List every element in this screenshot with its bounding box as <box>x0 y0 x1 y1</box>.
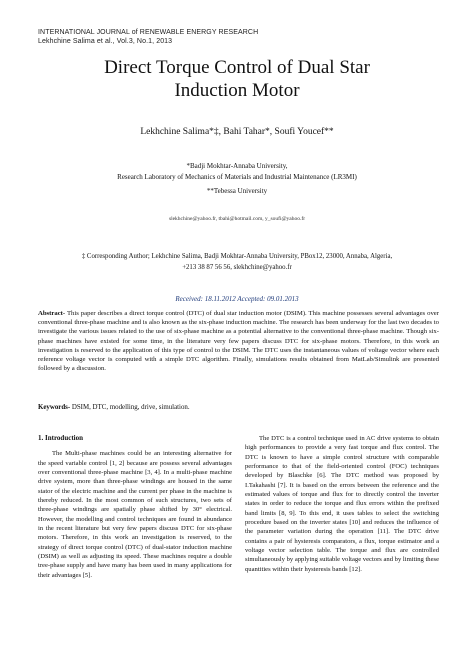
keywords <box>38 404 439 411</box>
keywords-label: Keywords- <box>38 404 71 411</box>
affiliation-line-2: Research Laboratory of Mechanics of Materials and Industrial Maintenance (LR3MI) <box>117 173 357 181</box>
section-heading-introduction: 1. Introduction <box>38 434 83 442</box>
keywords-text: DSIM, DTC, modelling, drive, simulation. <box>70 404 190 411</box>
intro-paragraph-left: The Multi-phase machines could be an interesting alternative for the speed variable control [1, 2] because are possess several advantages over conventional three-phase machine [3, 4]. In a multi-phase machine drive system, more than three-phase windings are housed in the same stator of the electric machine and the current per phase in the machine is thereby reduced. In the most common of such structures, two sets of three-phase windings are spatially phase shifted by 30° electrical. However, the modelling and control techniques are found in abundance in the recent literature but very few papers discuss DTC for six-phase motors. Therefore, in this work an investigation is reserved, to the strategy of direct torque control (DTC) of dual-stator induction machine (DSIM) as well as adjusting its speed. These machines require a double tree-phase supply and have many has been used in many applications for their advantages [5]. <box>38 450 232 579</box>
corresponding-footnote-line-1: ‡ Corresponding Author; Lekhchine Salima, Badji Mokhtar-Annaba University, PBox12, 23000, Annaba, Algeria, <box>81 253 393 260</box>
paper-title-line-2: Induction Motor <box>174 80 300 101</box>
abstract-label: Abstract- <box>38 310 66 317</box>
right-column <box>245 434 439 574</box>
affiliation-line-3: **Tebessa University <box>206 187 268 195</box>
paper-title-line-1: Direct Torque Control of Dual Star <box>104 57 370 78</box>
corresponding-footnote-line-2: +213 38 87 56 56, slekhchine@yahoo.fr <box>182 264 292 271</box>
abstract <box>38 309 439 373</box>
abstract-text: This paper describes a direct torque control (DTC) of dual star induction motor (DSIM). This machine possesses several advantages over conventional three-phase machine and is also known as the six-phase induction machine. The research has been underway for the last two decades to investigate the various issues related to the use of six-phase machine as a potential alternative to the conventional three-phase machine. Though six-phase machines have existed for some time, in the literature very few papers discuss DTC for six-phase motors. Therefore, in this work an investigation is reserved to the application of this type of control to the DSIM. The DTC uses the instantaneous values of voltage vector where each reference voltage vector is computed with a simple DTC algorithm. Finally, simulations results obtained from MatLab/Simulink are presented followed by a discussion. <box>38 310 439 373</box>
left-column <box>38 434 232 580</box>
affiliation-line-1: *Badji Mokhtar-Annaba University, <box>186 162 288 170</box>
author-list: Lekhchine Salima*‡, Bahi Tahar*, Soufi Youcef** <box>140 127 334 137</box>
received-dates: Received: 18.11.2012 Accepted: 09.01.2013 <box>175 295 299 303</box>
journal-name: INTERNATIONAL JOURNAL of RENEWABLE ENERGY RESEARCH <box>38 29 259 36</box>
intro-paragraph-right: The DTC is a control technique used in AC drive systems to obtain high performances to provide a very fast torque and flux control. The DTC is known to have a simple control structure with comparable performance to that of the field-oriented control (FOC) techniques developed by Blaschke [6]. The DTC method was proposed by I.Takahashi [7]. It is based on the errors between the reference and the estimated values of torque and flux for to directly control the inverter states in order to reduce the torque and flux errors within the prefixed band limits [8, 9]. To this end, it uses tables to select the switching procedure based on the inverter states [10] and reduces the influence of the parameter variation during the operation [11]. The DTC drive contains a pair of hysteresis comparators, a flux, torque estimator and a voltage vector selection table. The torque and flux are controlled simultaneously by applying suitable voltage vectors and by limiting these quantities within their hysteresis bands [12]. <box>245 435 439 573</box>
author-emails: slekhchine@yahoo.fr, tbahi@hotmail.com, y_soufi@yahoo.fr <box>168 216 306 222</box>
citation-line: Lekhchine Salima et al., Vol.3, No.1, 2013 <box>38 38 173 45</box>
